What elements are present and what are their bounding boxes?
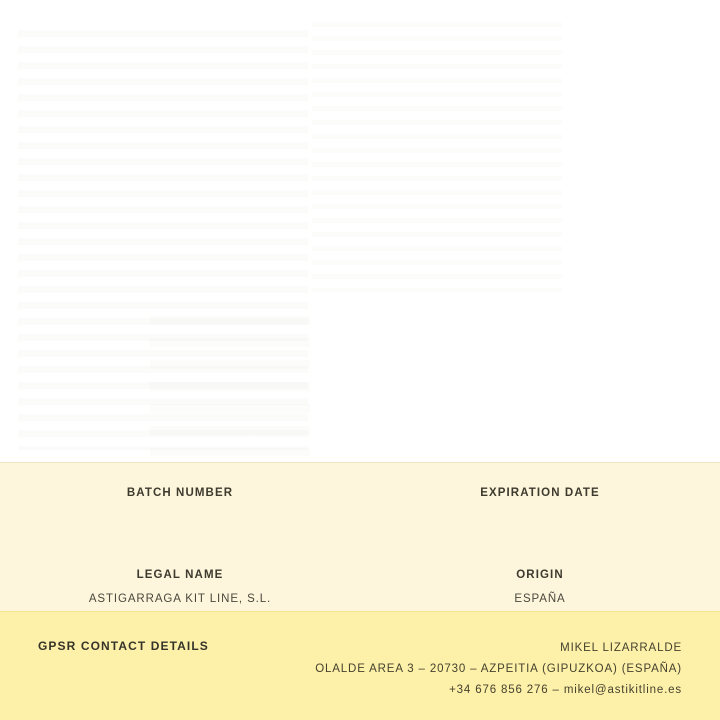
faint-text-block-lower [150,316,310,456]
gpsr-contact-address: OLALDE AREA 3 – 20730 – AZPEITIA (GIPUZKOA) (ESPAÑA) [315,663,682,675]
faint-text-block-right [312,22,562,292]
expiration-date-value [370,509,710,525]
batch-number-label: BATCH NUMBER [126,487,234,499]
legal-name-value: ASTIGARRAGA KIT LINE, S.L. [88,593,272,605]
gpsr-contact-band [0,611,720,720]
origin-label: ORIGIN [516,569,564,581]
gpsr-contact-title: GPSR CONTACT DETAILS [38,639,209,653]
expiration-date-label: EXPIRATION DATE [480,487,600,499]
product-info-band [0,462,720,611]
gpsr-contact-phone-email[interactable]: +34 676 856 276 – mikel@astikitline.es [449,684,682,696]
info-cell-legal-name [0,567,360,607]
info-cell-batch-number [0,485,360,525]
info-cell-expiration-date [360,485,720,525]
legal-name-label: LEGAL NAME [136,569,224,581]
batch-number-value [10,509,350,525]
gpsr-contact-lines [315,638,682,701]
info-cell-origin [360,567,720,607]
info-row-batch-expiration [0,485,720,525]
info-row-legal-origin [0,567,720,607]
gpsr-contact-person: MIKEL LIZARRALDE [560,642,682,654]
origin-value: ESPAÑA [514,593,566,605]
